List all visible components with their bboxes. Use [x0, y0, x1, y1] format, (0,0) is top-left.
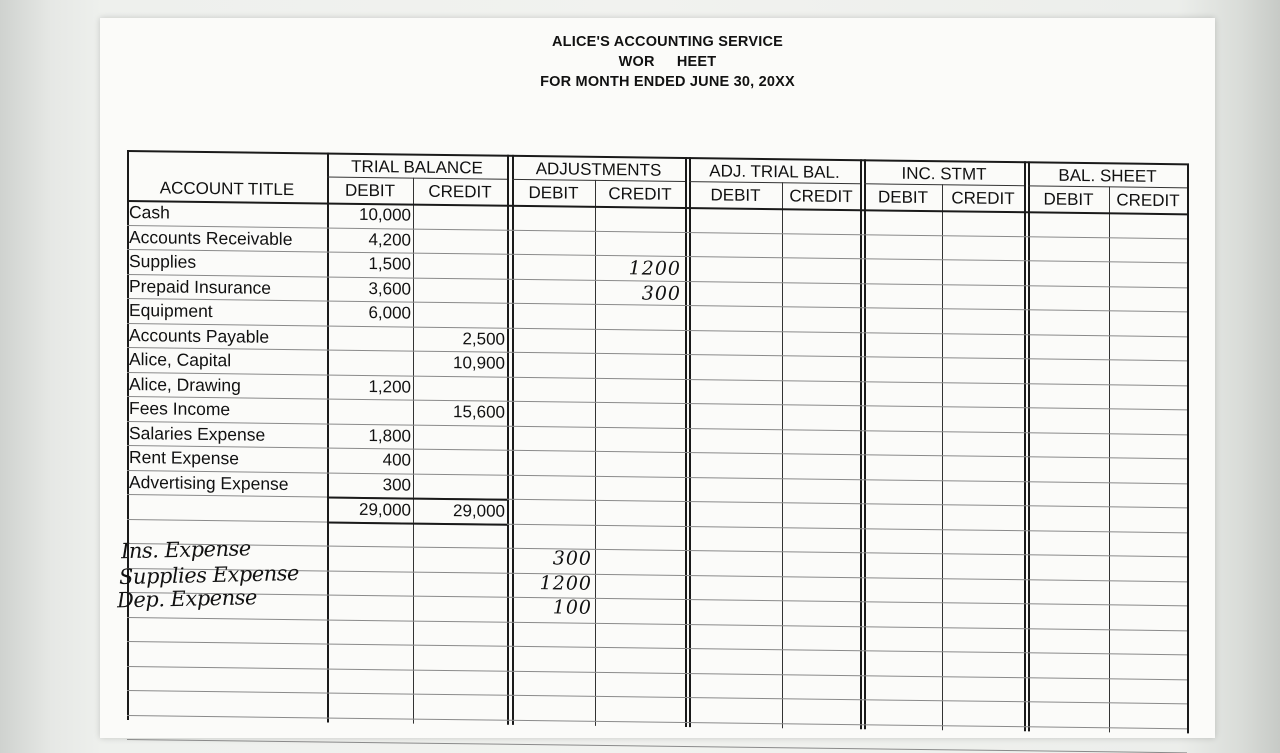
document-name-right: HEET: [676, 54, 717, 70]
adjustment-debit: 1200: [539, 571, 592, 595]
trial-balance-debit: 300: [382, 474, 411, 495]
account-title: Alice, Capital: [129, 349, 232, 371]
trial-balance-debit: 3,600: [368, 278, 411, 299]
column-rule: [685, 157, 687, 727]
company-name: ALICE'S ACCOUNTING SERVICE: [551, 34, 783, 50]
debit-header: DEBIT: [877, 187, 929, 208]
account-title: Supplies: [129, 251, 197, 272]
trial-balance-credit: 2,500: [462, 328, 505, 349]
column-group-header: BAL. SHEET: [1058, 165, 1157, 186]
account-title: Prepaid Insurance: [129, 275, 272, 298]
column-rule: [860, 159, 862, 729]
column-rule: [1028, 161, 1030, 731]
trial-balance-credit: 15,600: [453, 402, 505, 422]
handwritten-account-title: Ins. Expense: [120, 536, 252, 564]
trial-balance-debit: 4,200: [368, 229, 411, 250]
account-title: Salaries Expense: [129, 422, 266, 445]
debit-header: DEBIT: [344, 180, 396, 201]
account-title: Cash: [129, 202, 170, 223]
column-rule: [689, 157, 691, 727]
account-title: Equipment: [129, 300, 213, 322]
trial-balance-debit: 1,500: [368, 254, 411, 274]
account-title-header: ACCOUNT TITLE: [159, 178, 295, 200]
debit-credit-rule: [942, 184, 943, 730]
worksheet-grid: [116, 150, 1187, 733]
trial-balance-credit: 10,900: [453, 353, 505, 373]
account-title: Accounts Receivable: [129, 226, 293, 249]
debit-header: DEBIT: [528, 183, 579, 203]
column-rule: [1187, 163, 1189, 733]
account-title: Accounts Payable: [129, 324, 270, 347]
column-group-header: INC. STMT: [901, 163, 987, 184]
debit-credit-rule: [782, 182, 783, 728]
adjustment-credit: 1200: [628, 257, 681, 280]
account-title: Advertising Expense: [129, 471, 289, 494]
trial-balance-debit: 1,800: [368, 425, 411, 446]
column-rule: [512, 155, 514, 725]
worksheet-heading: [100, 32, 1215, 92]
account-title: Alice, Drawing: [129, 373, 241, 395]
debit-header: DEBIT: [710, 185, 761, 205]
totals-double-rule: [327, 521, 507, 525]
adjustment-debit: 300: [552, 547, 592, 570]
credit-header: CREDIT: [1116, 190, 1180, 211]
column-rule: [507, 155, 509, 725]
period-line: FOR MONTH ENDED JUNE 30, 20XX: [540, 74, 795, 90]
document-name-left: WOR: [618, 54, 655, 70]
credit-header: CREDIT: [428, 181, 492, 202]
column-group-header: ADJ. TRIAL BAL.: [709, 161, 840, 182]
trial-balance-debit: 10,000: [359, 204, 411, 225]
adjustment-debit: 100: [552, 596, 592, 619]
column-rule: [864, 159, 866, 729]
trial-balance-debit: 6,000: [368, 303, 411, 323]
trial-balance-debit: 400: [382, 450, 411, 470]
handwritten-account-title: Supplies Expense: [118, 560, 300, 589]
document-name: [120, 52, 1215, 72]
credit-header: CREDIT: [789, 186, 853, 207]
account-title: Fees Income: [129, 398, 231, 420]
debit-credit-rule: [413, 178, 414, 724]
credit-header: CREDIT: [951, 188, 1015, 209]
adjustment-credit: 300: [641, 281, 681, 305]
credit-header: CREDIT: [608, 184, 672, 204]
row-rule: [127, 739, 1187, 753]
account-title: Rent Expense: [129, 447, 239, 469]
handwritten-account-title: Dep. Expense: [116, 585, 258, 613]
total-credit: 29,000: [453, 501, 505, 521]
column-group-header: TRIAL BALANCE: [351, 156, 483, 178]
column-rule: [1024, 161, 1026, 731]
total-debit: 29,000: [359, 499, 411, 520]
column-group-header: ADJUSTMENTS: [535, 159, 662, 180]
debit-header: DEBIT: [1043, 189, 1094, 210]
trial-balance-debit: 1,200: [368, 376, 411, 397]
debit-credit-rule: [1109, 186, 1110, 732]
